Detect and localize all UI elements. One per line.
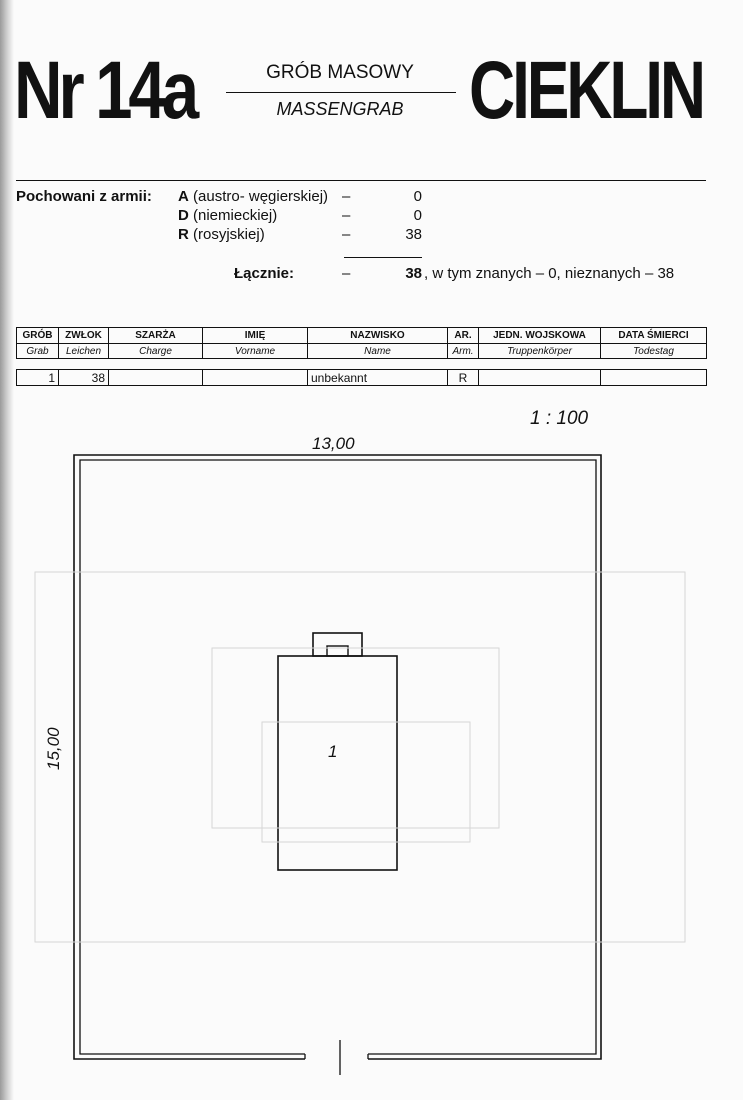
grave-type-german: MASSENGRAB — [276, 99, 404, 119]
cell-grave: 1 — [17, 370, 59, 386]
grave-number-title: Nr 14a — [14, 45, 196, 136]
total-label: Łącznie: — [234, 265, 295, 282]
army-dash: – — [342, 226, 351, 243]
col-grave-de: Grab — [17, 344, 59, 359]
col-army: AR. — [448, 328, 479, 344]
col-death-date-de: Todestag — [601, 344, 707, 359]
buried-label: Pochowani z armii: — [16, 188, 152, 205]
show-through-inner — [212, 648, 499, 828]
cell-army: R — [448, 370, 479, 386]
total-value: 38 — [405, 265, 422, 282]
col-army-de: Arm. — [448, 344, 479, 359]
col-unit: JEDN. WOJSKOWA — [479, 328, 601, 344]
col-unit-de: Truppenkörper — [479, 344, 601, 359]
army-name: (niemieckiej) — [193, 207, 278, 224]
col-bodies: ZWŁOK — [59, 328, 109, 344]
army-name: (rosyjskiej) — [193, 226, 265, 243]
cell-bodies: 38 — [59, 370, 109, 386]
col-firstname-de: Vorname — [203, 344, 308, 359]
total-breakdown: , w tym znanych – 0, nieznanych – 38 — [424, 265, 675, 282]
plan-height-label: 15,00 — [44, 727, 63, 770]
army-code: R — [178, 226, 189, 243]
col-rank: SZARŻA — [109, 328, 203, 344]
col-rank-de: Charge — [109, 344, 203, 359]
plan-width-label: 13,00 — [312, 434, 355, 453]
enclosure-wall-inner — [80, 460, 596, 1054]
mass-grave-outline — [278, 656, 397, 870]
grave-marker-outer — [313, 633, 362, 656]
army-count: 0 — [413, 188, 422, 205]
col-bodies-de: Leichen — [59, 344, 109, 359]
army-count: 38 — [405, 226, 422, 243]
total-dash: – — [342, 265, 351, 282]
plan-scale: 1 : 100 — [530, 408, 589, 429]
enclosure-wall-outer — [74, 455, 601, 1059]
col-death-date: DATA ŚMIERCI — [601, 328, 707, 344]
army-code: A — [178, 188, 189, 205]
cell-surname: unbekannt — [308, 370, 448, 386]
army-count: 0 — [413, 207, 422, 224]
army-dash: – — [342, 207, 351, 224]
army-code: D — [178, 207, 189, 224]
col-grave: GRÓB — [17, 328, 59, 344]
col-surname: NAZWISKO — [308, 328, 448, 344]
army-dash: – — [342, 188, 351, 205]
col-firstname: IMIĘ — [203, 328, 308, 344]
army-name: (austro- węgierskiej) — [193, 188, 329, 205]
col-surname-de: Name — [308, 344, 448, 359]
show-through-frame — [35, 572, 685, 942]
show-through-box — [262, 722, 470, 842]
grave-type-polish: GRÓB MASOWY — [266, 62, 414, 83]
plan-grave-number: 1 — [328, 742, 338, 761]
place-name: CIEKLIN — [469, 45, 703, 136]
